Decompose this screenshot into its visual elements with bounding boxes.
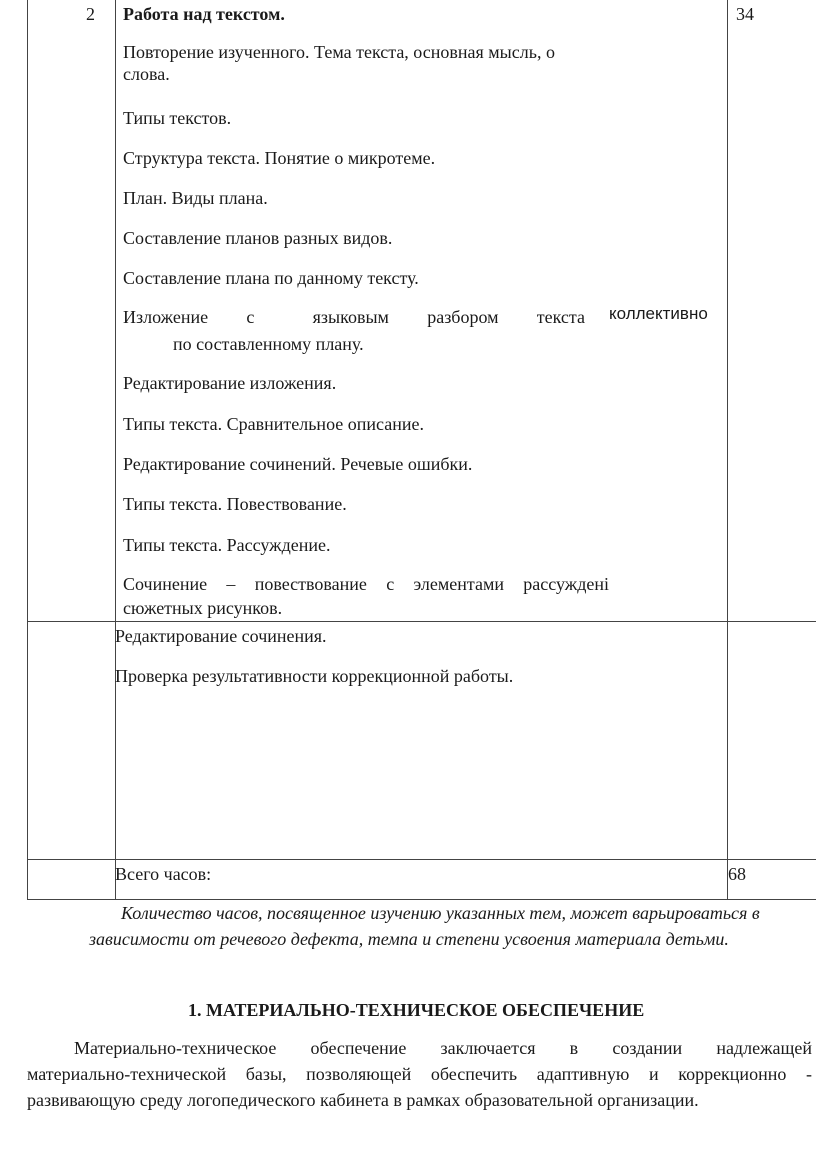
- section-title: Работа над текстом.: [123, 4, 285, 24]
- word: языковым: [312, 307, 389, 327]
- row-number: 2: [86, 4, 95, 24]
- total-value: 68: [728, 864, 746, 884]
- topic-izlozhenie-line: [123, 307, 585, 328]
- lesson-form: коллективно: [609, 304, 708, 323]
- word: создании: [612, 1038, 683, 1058]
- note-line: Количество часов, посвященное изучению указанных тем, может варьироваться в: [121, 903, 760, 923]
- topic-line: Редактирование сочинений. Речевые ошибки.: [123, 454, 473, 474]
- topic-line: Типы текста. Повествование.: [123, 494, 347, 514]
- topic-line: Типы текстов.: [123, 108, 232, 128]
- topic-izlozhenie-continuation: по составленному плану.: [173, 334, 364, 354]
- paragraph-line: [74, 1038, 812, 1059]
- topic-sochinenie-continuation: сюжетных рисунков.: [123, 598, 283, 618]
- table-border-left: [27, 0, 28, 900]
- word: заключается: [440, 1038, 536, 1058]
- row-hours: 34: [736, 4, 754, 24]
- word: повествование: [254, 574, 367, 594]
- word: коррекционно: [678, 1064, 787, 1084]
- word: –: [226, 574, 236, 594]
- word: обеспечить: [430, 1064, 518, 1084]
- topic-line: Составление плана по данному тексту.: [123, 268, 419, 288]
- topic-line: Редактирование сочинения.: [115, 626, 327, 646]
- word: базы,: [245, 1064, 287, 1084]
- word: позволяющей: [306, 1064, 412, 1084]
- word: Материально-техническое: [74, 1038, 277, 1058]
- table-row-divider-2: [27, 859, 816, 860]
- word: Сочинение: [123, 574, 208, 594]
- table-divider-col1: [115, 0, 116, 900]
- word: материально-технической: [27, 1064, 227, 1084]
- word: рассуждені: [523, 574, 609, 594]
- word: обеспечение: [310, 1038, 407, 1058]
- topic-line: Структура текста. Понятие о микротеме.: [123, 148, 436, 168]
- table-divider-col2: [727, 0, 728, 900]
- topic-line: Повторение изученного. Тема текста, основная мысль, о: [123, 42, 555, 62]
- topic-line: Проверка результативности коррекционной работы.: [115, 666, 514, 686]
- word: текста: [536, 307, 585, 327]
- note-line: зависимости от речевого дефекта, темпа и степени усвоения материала детьми.: [89, 929, 729, 949]
- section-heading: 1. МАТЕРИАЛЬНО-ТЕХНИЧЕСКОЕ ОБЕСПЕЧЕНИЕ: [188, 1000, 645, 1020]
- word: Изложение: [123, 307, 209, 327]
- paragraph-line: развивающую среду логопедического кабинета в рамках образовательной организации.: [27, 1090, 699, 1110]
- word: надлежащей: [716, 1038, 812, 1058]
- topic-line: Типы текста. Рассуждение.: [123, 535, 331, 555]
- topic-line: Типы текста. Сравнительное описание.: [123, 414, 424, 434]
- topic-sochinenie-line: [123, 574, 609, 595]
- paragraph-line: [27, 1064, 812, 1085]
- word: с: [386, 574, 395, 594]
- topic-line: Редактирование изложения.: [123, 373, 337, 393]
- total-label: Всего часов:: [115, 864, 212, 884]
- topic-line: Составление планов разных видов.: [123, 228, 393, 248]
- word: и: [648, 1064, 659, 1084]
- table-border-bottom: [27, 899, 816, 900]
- topic-line: План. Виды плана.: [123, 188, 268, 208]
- topic-line: слова.: [123, 64, 170, 84]
- word: разбором: [427, 307, 499, 327]
- word: с: [246, 307, 255, 327]
- word: -: [805, 1064, 812, 1084]
- word: адаптивную: [536, 1064, 630, 1084]
- word: в: [569, 1038, 579, 1058]
- table-row-divider-1: [27, 621, 816, 622]
- word: элементами: [413, 574, 504, 594]
